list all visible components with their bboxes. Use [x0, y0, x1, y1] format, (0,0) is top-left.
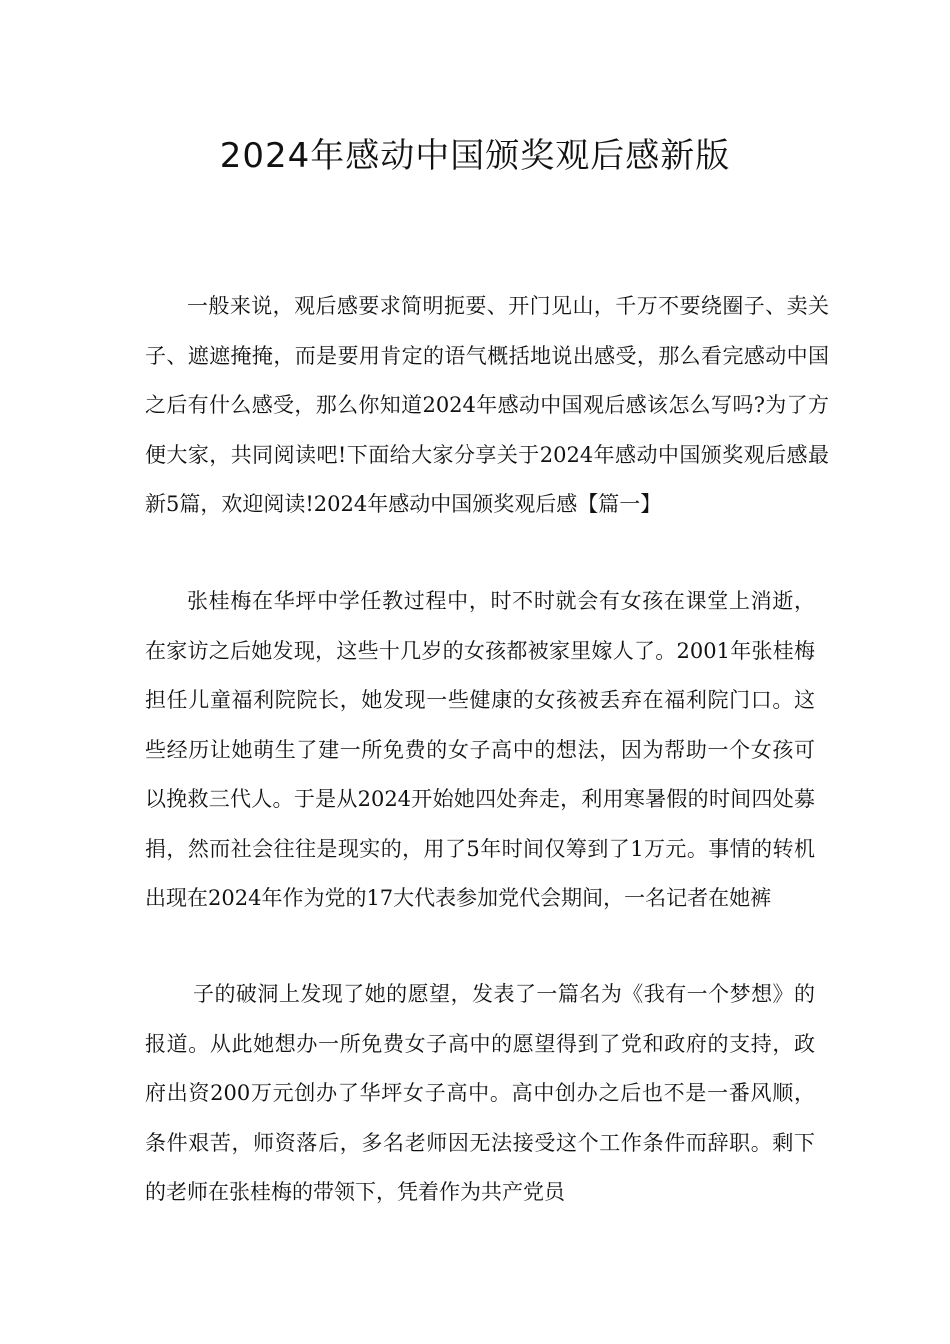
document-title: 2024年感动中国颁奖观后感新版	[219, 136, 731, 176]
paragraph-story: 张桂梅在华坪中学任教过程中，时不时就会有女孩在课堂上消逝，在家访之后她发现，这些十几岁的女孩都被家里嫁人了。2001年张桂梅担任儿童福利院院长，她发现一些健康的女孩被丢弃在福利院门口。这些经历让她萌生了建一所免费的女子高中的想法，因为帮助一个女孩可以挽救三代人。于是从2024开始她四处奔走，利用寒暑假的时间四处募捐，然而社会往往是现实的，用了5年时间仅筹到了1万元。事情的转机出现在2024年作为党的17大代表参加党代会期间，一名记者在她裤	[145, 589, 815, 910]
paragraph-continuation: 子的破洞上发现了她的愿望，发表了一篇名为《我有一个梦想》的报道。从此她想办一所免费女子高中的愿望得到了党和政府的支持，政府出资200万元创办了华坪女子高中。高中创办之后也不是一番风顺，条件艰苦，师资落后，多名老师因无法接受这个工作条件而辞职。剩下的老师在张桂梅的带领下，凭着作为共产党员	[145, 982, 815, 1204]
paragraph-intro: 一般来说，观后感要求简明扼要、开门见山，千万不要绕圈子、卖关子、遮遮掩掩，而是要用肯定的语气概括地说出感受，那么看完感动中国之后有什么感受，那么你知道2024年感动中国观后感该怎么写吗?为了方便大家，共同阅读吧!下面给大家分享关于2024年感动中国颁奖观后感最新5篇，欢迎阅读!2024年感动中国颁奖观后感【篇一】	[145, 294, 829, 516]
